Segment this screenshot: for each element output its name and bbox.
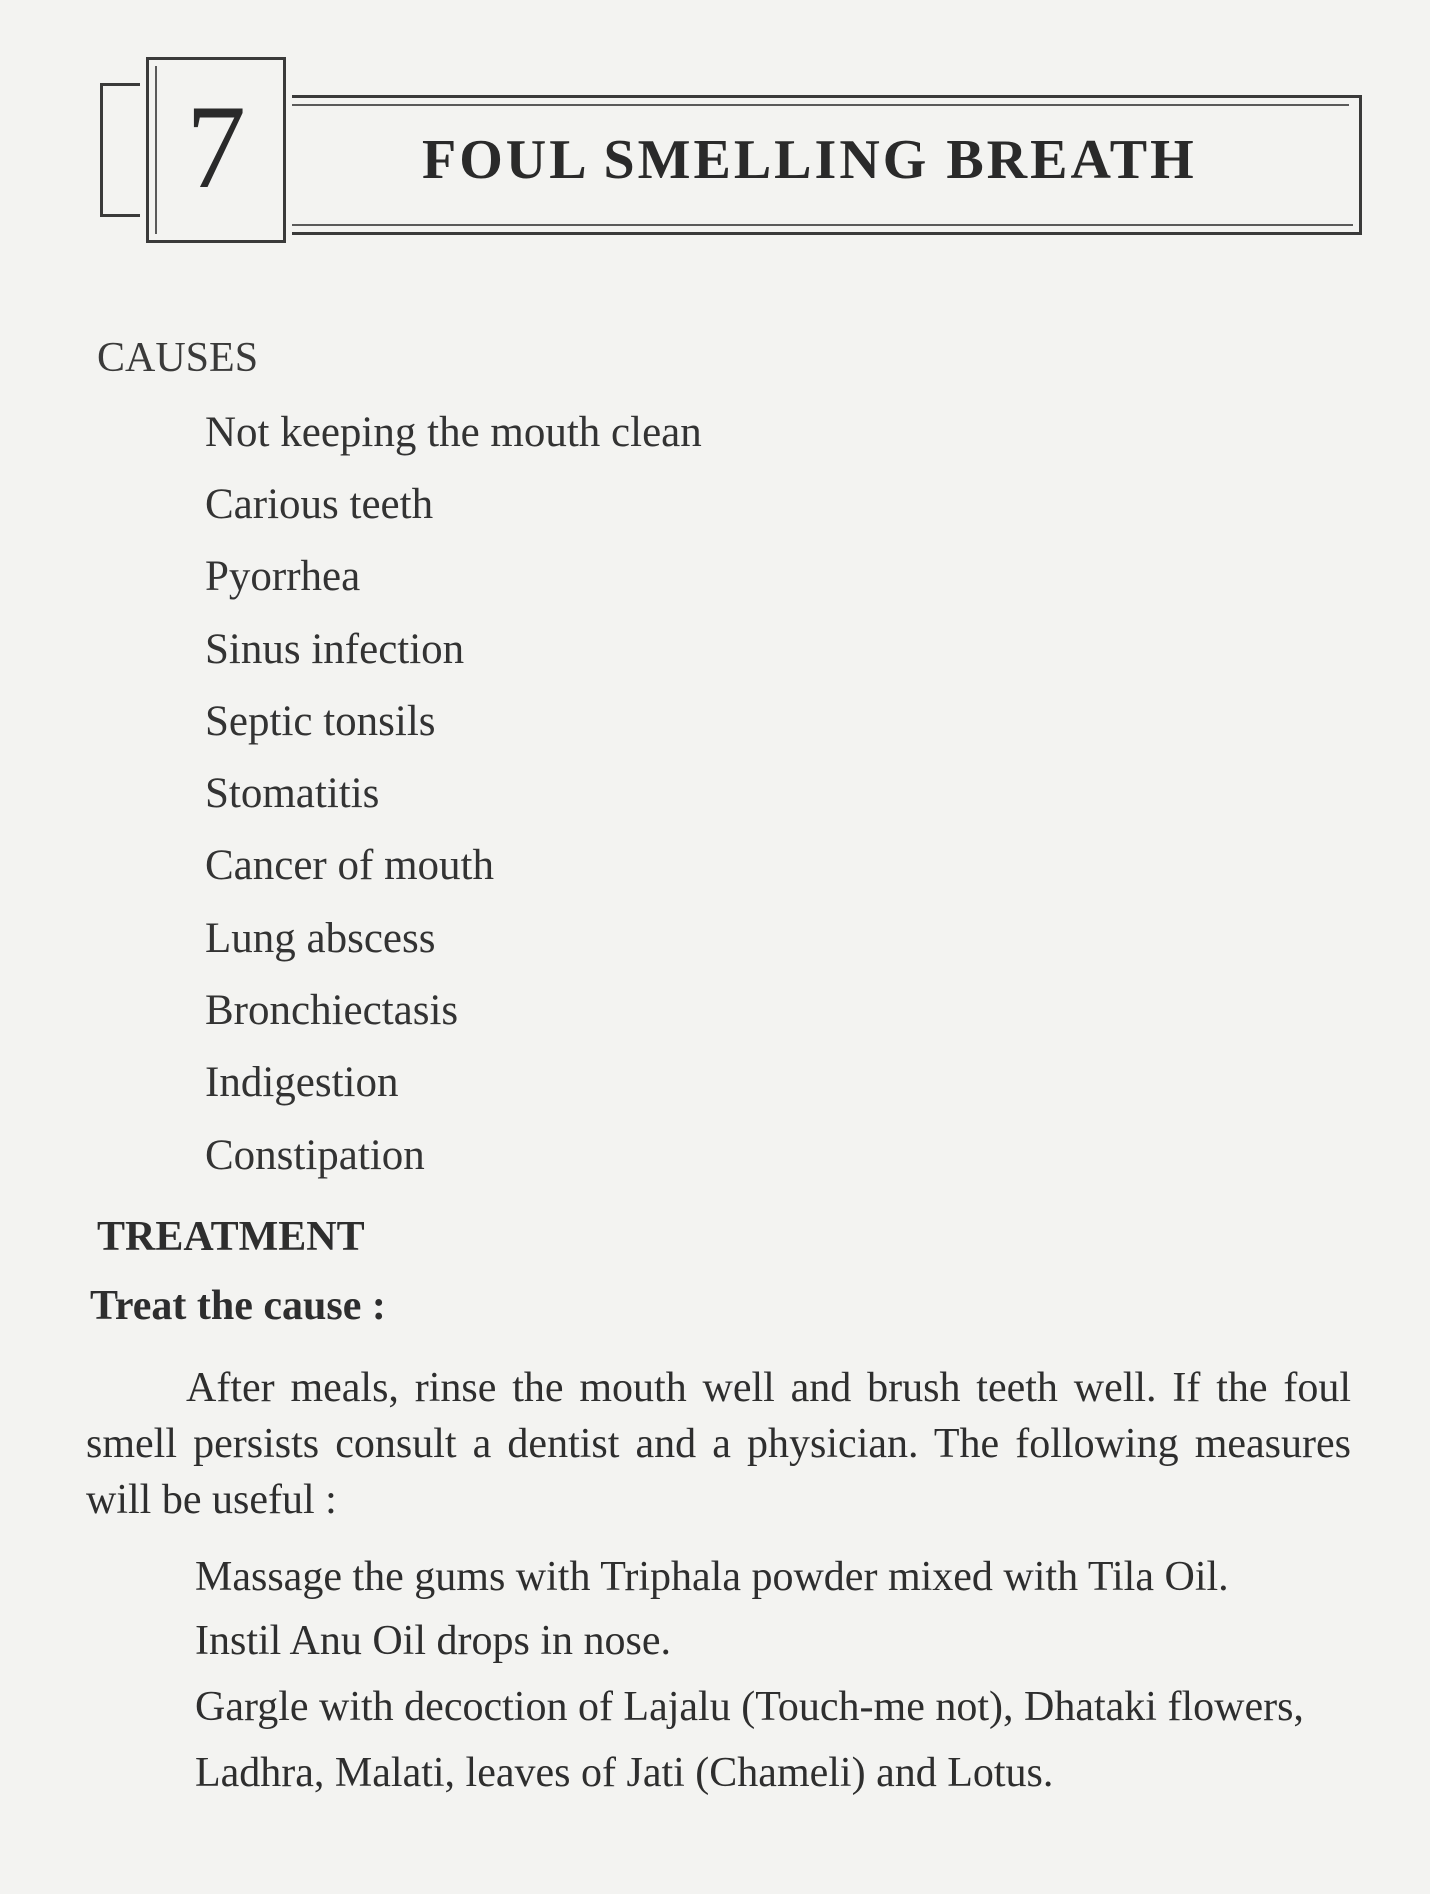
cause-text: Lung abscess [205, 915, 436, 962]
causes-heading: CAUSES [97, 335, 259, 381]
treatment-subheading: Treat the cause : [90, 1283, 386, 1329]
measure-text: Massage the gums with Triphala powder mixed with Tila Oil. [195, 1554, 1229, 1600]
chapter-number-box-inner-rule [155, 66, 277, 234]
chapter-number: 7 [186, 80, 246, 213]
cause-text: Not keeping the mouth clean [205, 409, 702, 456]
treatment-paragraph-text: After meals, rinse the mouth well and brush teeth well. If the foul smell persists consult a dentist and a physician. The following measures will be useful : [86, 1365, 1351, 1523]
cause-text: Carious teeth [205, 481, 434, 528]
measure-text: Instil Anu Oil drops in nose. [195, 1618, 672, 1664]
cause-text: Indigestion [205, 1059, 399, 1106]
cause-text: Septic tonsils [205, 698, 436, 745]
treatment-heading: TREATMENT [97, 1214, 365, 1260]
cause-text: Sinus infection [205, 626, 465, 673]
treatment-paragraph [86, 1360, 1351, 1528]
header-left-bracket [100, 83, 140, 217]
header-title-box [292, 95, 1362, 235]
measure-text: Gargle with decoction of Lajalu (Touch-me not), Dhataki flowers, Ladhra, Malati, leaves of Jati (Chameli) and Lotus. [195, 1684, 1304, 1796]
cause-text: Pyorrhea [205, 553, 361, 600]
cause-text: Cancer of mouth [205, 842, 494, 889]
chapter-title: FOUL SMELLING BREATH [422, 129, 1197, 191]
cause-text: Stomatitis [205, 770, 380, 817]
cause-text: Constipation [205, 1132, 425, 1179]
chapter-number-box [146, 57, 286, 243]
cause-text: Bronchiectasis [205, 987, 459, 1034]
